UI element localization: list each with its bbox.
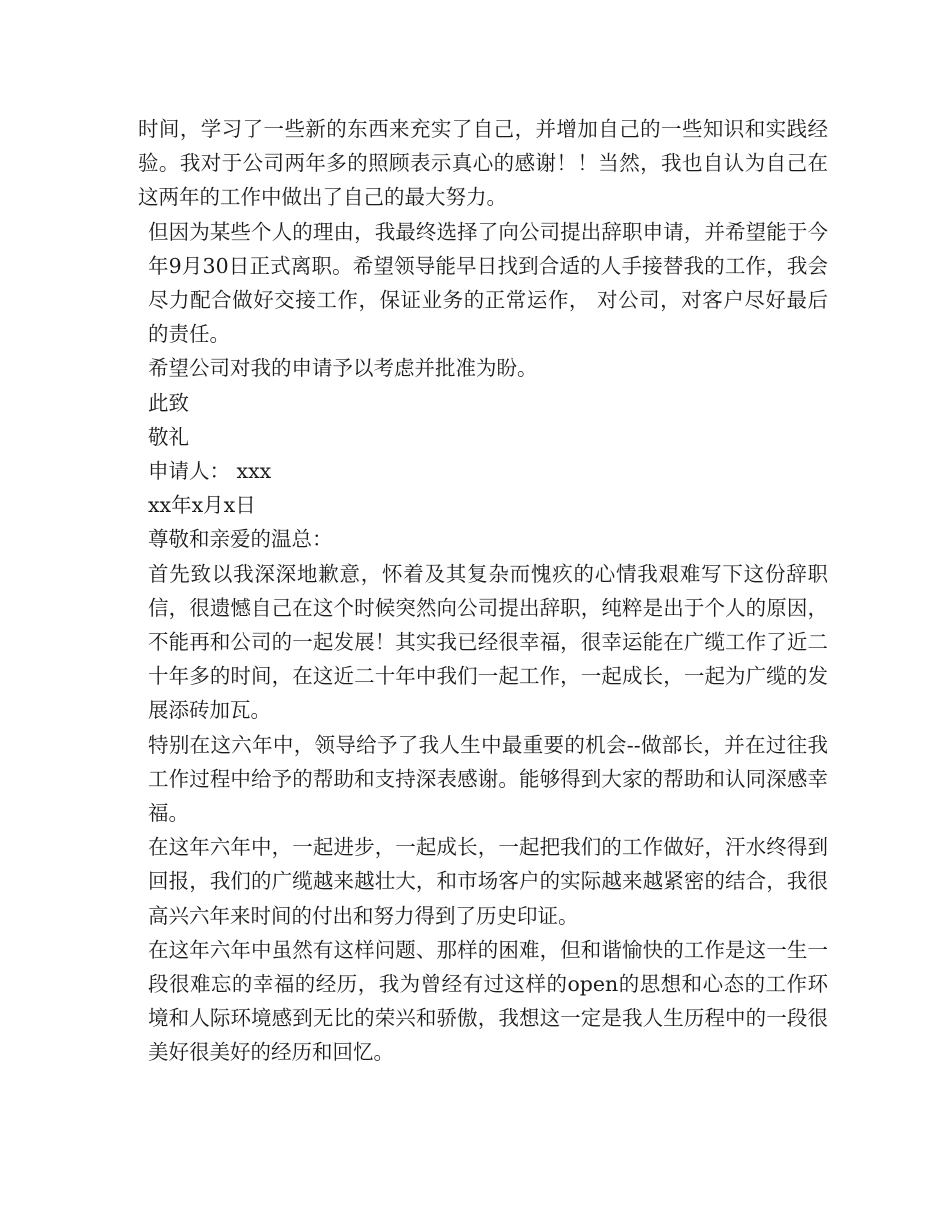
closing-salutation: 此致 — [148, 390, 189, 415]
paragraph-2: 但因为某些个人的理由，我最终选择了向公司提出辞职申请，并希望能于今年9月30日正式离职。希望领导能早日找到合适的人手接替我的工作，我会尽力配合做好交接工作，保证业务的正常运作， 对公司，对客户尽好最后的责任。 — [148, 219, 828, 347]
date-line: xx年x月x日 — [148, 493, 256, 518]
paragraph-12: 在这年六年中虽然有这样问题、那样的困难，但和谐愉快的工作是这一生一段很难忘的幸福的经历，我为曾经有过这样的open的思想和心态的工作环境和人际环境感到无比的荣兴和骄傲，我想这一定是我人生历程中的一段很美好很美好的经历和回忆。 — [148, 937, 828, 1065]
paragraph-11: 在这年六年中，一起进步，一起成长，一起把我们的工作做好，汗水终得到回报，我们的广缆越来越壮大，和市场客户的实际越来越紧密的结合，我很高兴六年来时间的付出和努力得到了历史印证。 — [148, 835, 828, 928]
greeting-line: 尊敬和亲爱的温总： — [148, 527, 333, 552]
paragraph-10: 特别在这六年中，领导给予了我人生中最重要的机会--做部长，并在过往我工作过程中给予的帮助和支持深表感谢。能够得到大家的帮助和认同深感幸福。 — [148, 732, 828, 826]
closing-regards: 敬礼 — [148, 424, 189, 449]
paragraph-1: 时间，学习了一些新的东西来充实了自己，并增加自己的一些知识和实践经验。我对于公司两年多的照顾表示真心的感谢！！当然，我也自认为自己在这两年的工作中做出了自己的最大努力。 — [138, 117, 828, 210]
applicant-line: 申请人： xxx — [148, 459, 272, 484]
paragraph-9: 首先致以我深深地歉意，怀着及其复杂而愧疚的心情我艰难写下这份辞职信，很遗憾自己在这个时候突然向公司提出辞职，纯粹是出于个人的原因，不能再和公司的一起发展！其实我已经很幸福，很幸运能在广缆工作了近二十年多的时间，在这近二十年中我们一起工作，一起成长，一起为广缆的发展添砖加瓦。 — [148, 561, 828, 723]
paragraph-3: 希望公司对我的申请予以考虑并批准为盼。 — [148, 356, 538, 381]
document-body — [138, 112, 828, 1070]
